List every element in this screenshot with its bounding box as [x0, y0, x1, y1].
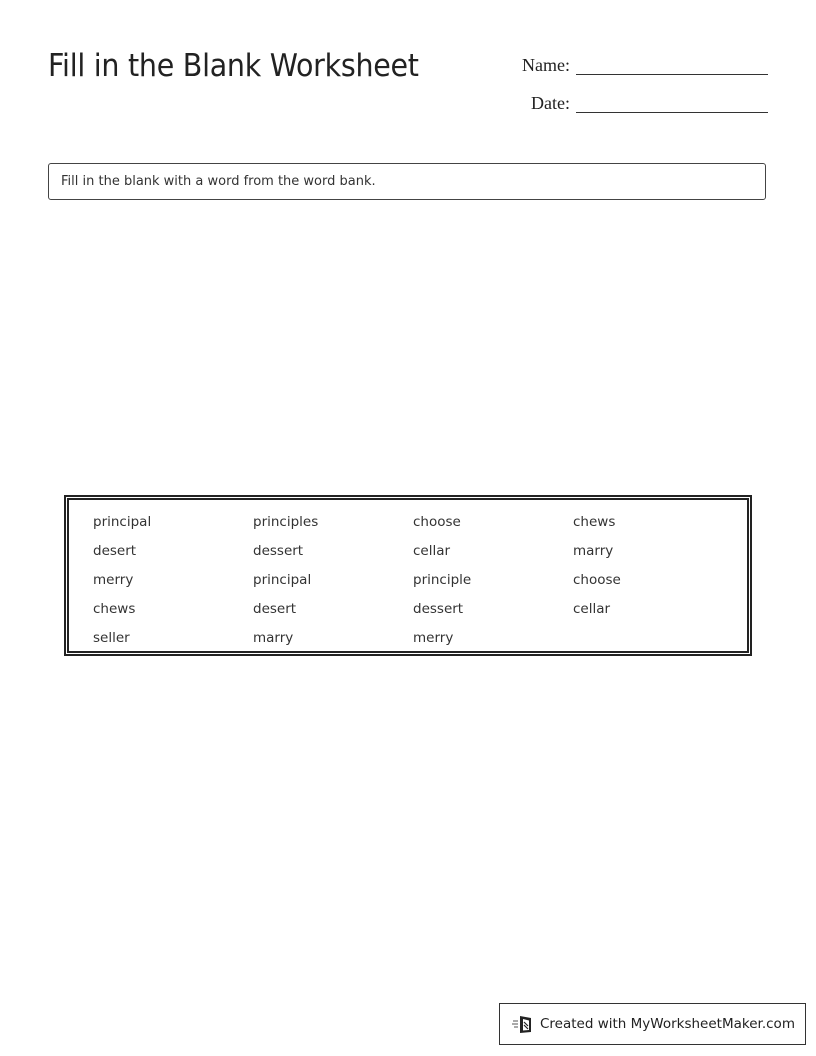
word-bank-item: desert [253, 601, 297, 617]
word-bank-item: dessert [413, 601, 464, 617]
word-bank-item: dessert [253, 543, 304, 559]
created-with-badge[interactable] [499, 1003, 806, 1045]
word-bank-item: choose [413, 514, 461, 530]
word-bank-item: principles [253, 514, 319, 530]
word-bank-item: choose [573, 572, 621, 588]
word-bank-item: chews [93, 601, 136, 617]
name-blank-line[interactable] [576, 56, 768, 75]
created-with-text: Created with MyWorksheetMaker.com [540, 1016, 795, 1032]
name-field-row [500, 55, 768, 75]
word-bank-item: desert [93, 543, 137, 559]
date-blank-line[interactable] [576, 94, 768, 113]
word-bank-item: cellar [413, 543, 451, 559]
word-bank-box [64, 495, 752, 656]
word-bank-item: chews [573, 514, 616, 530]
word-bank-item: principle [413, 572, 472, 588]
date-field-row [500, 93, 768, 113]
word-bank-item: marry [573, 543, 614, 559]
word-bank-item: marry [253, 630, 294, 646]
word-bank-grid [93, 510, 747, 655]
word-bank-item: principal [93, 514, 152, 530]
name-label: Name: [522, 55, 570, 75]
page-title: Fill in the Blank Worksheet [48, 48, 419, 84]
word-bank-item: principal [253, 572, 312, 588]
word-bank-item: merry [413, 630, 454, 646]
instructions-text: Fill in the blank with a word from the word bank. [61, 174, 376, 189]
instructions-box [48, 163, 766, 200]
word-bank-item: merry [93, 572, 134, 588]
word-bank-item: seller [93, 630, 130, 646]
word-bank-item: cellar [573, 601, 611, 617]
date-label: Date: [531, 93, 570, 113]
worksheet-maker-logo-icon [512, 1014, 534, 1034]
